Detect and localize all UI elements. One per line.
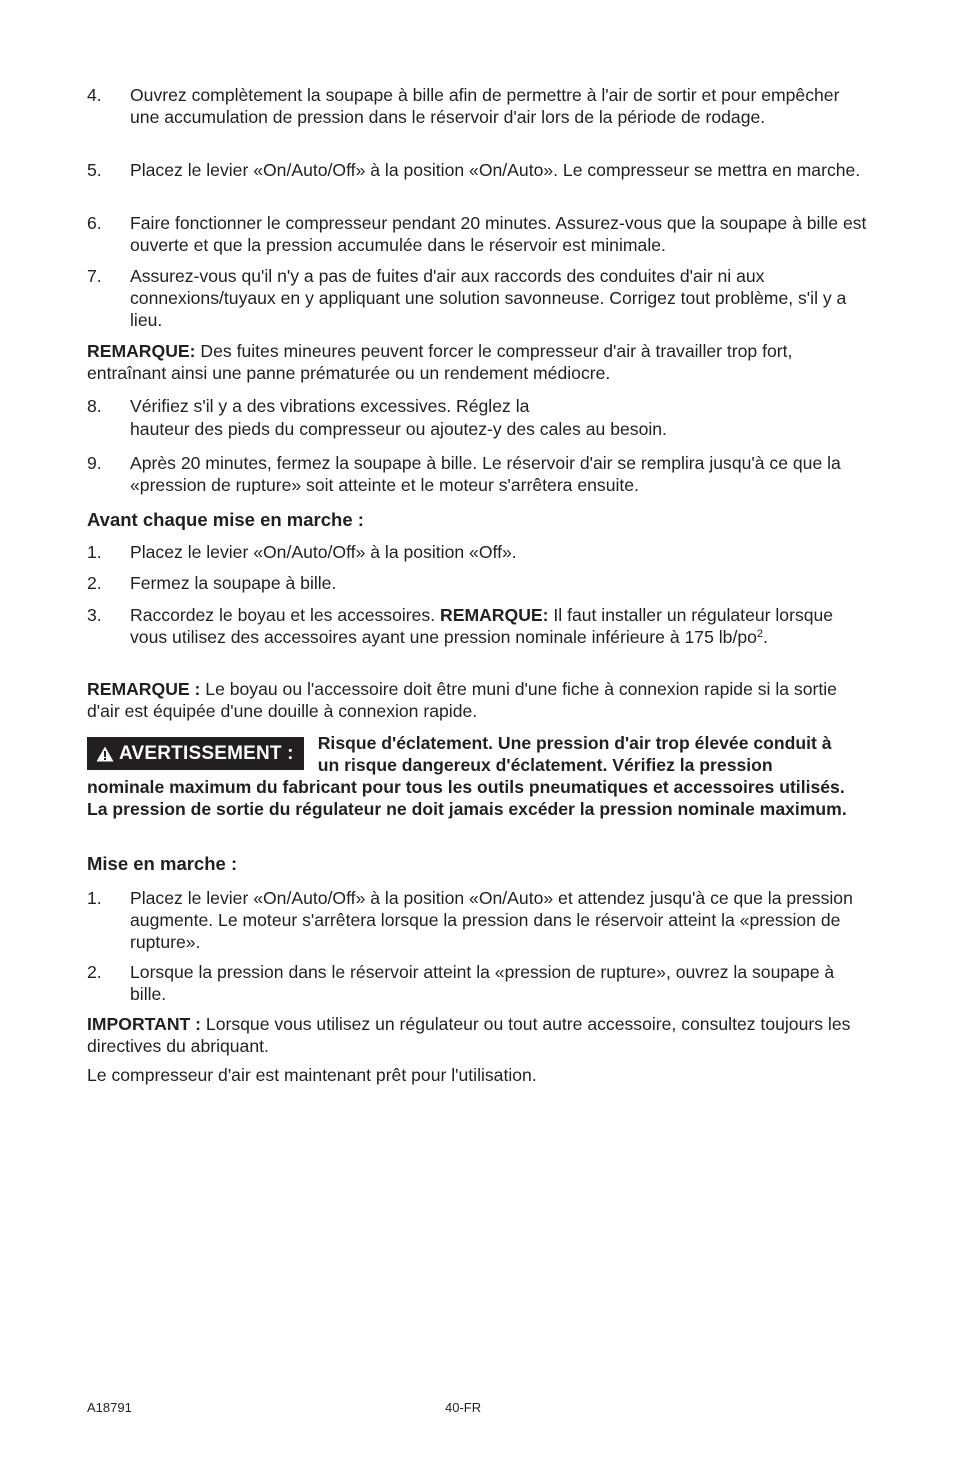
section-heading: Avant chaque mise en marche : — [87, 509, 364, 530]
list-item — [87, 212, 872, 256]
list-text-line: Vérifiez s'il y a des vibrations excessives. Réglez la — [130, 396, 530, 416]
list-text: Placez le levier «On/Auto/Off» à la position «Off». — [130, 542, 517, 562]
warning-badge-label: AVERTISSEMENT : — [119, 742, 294, 764]
warning-triangle-icon — [96, 746, 114, 762]
list-number: 1. — [87, 542, 102, 562]
list-item — [87, 159, 872, 181]
list-item — [87, 572, 872, 594]
document-code: A18791 — [87, 1400, 132, 1415]
remarque-text: Des fuites mineures peuvent forcer le compresseur d'air à travailler trop fort, entraînant ainsi une panne prématurée ou un rendement médiocre. — [87, 341, 793, 383]
list-text: Ouvrez complètement la soupape à bille afin de permettre à l'air de sortir et pour empêcher une accumulation de pression dans le réservoir d'air lors de la période de rodage. — [130, 85, 840, 127]
list-text: Fermez la soupape à bille. — [130, 573, 337, 593]
list-item — [87, 541, 872, 563]
list-text: Faire fonctionner le compresseur pendant 20 minutes. Assurez-vous que la soupape à bille est ouverte et que la pression accumulée dans le réservoir est minimale. — [130, 213, 867, 255]
page-number: 40-FR — [445, 1400, 482, 1415]
list-number: 2. — [87, 962, 102, 982]
superscript: 2 — [756, 628, 764, 640]
list-text: Placez le levier «On/Auto/Off» à la position «On/Auto». Le compresseur se mettra en marche. — [130, 160, 861, 180]
list-item — [87, 961, 872, 1005]
important-text: Lorsque vous utilisez un régulateur ou tout autre accessoire, consultez toujours les directives du abriquant. — [87, 1014, 851, 1056]
list-number: 2. — [87, 573, 102, 593]
closing-sentence: Le compresseur d'air est maintenant prêt pour l'utilisation. — [87, 1065, 537, 1085]
list-text — [130, 395, 872, 440]
list-number: 3. — [87, 605, 102, 625]
remarque-label: REMARQUE: — [87, 341, 196, 361]
list-item — [87, 265, 872, 331]
remarque-text: Le boyau ou l'accessoire doit être muni d'une fiche à connexion rapide si la sortie d'air est équipée d'une douille à connexion rapide. — [87, 679, 837, 721]
warning-badge — [87, 737, 304, 770]
list-number: 5. — [87, 160, 102, 180]
list-text-part: . — [763, 627, 768, 647]
list-number: 7. — [87, 266, 102, 286]
list-item — [87, 887, 872, 953]
list-number: 1. — [87, 888, 102, 908]
warning-text: Risque d'éclatement. Une pression d'air trop élevée conduit à un risque dangereux d'éclatement. Vérifiez la pression nominale maximum du fabricant pour tous les outils pneumatiques et accessoires utilisés. La pression de sortie du régulateur ne doit jamais excéder la pression nominale maximum. — [87, 733, 847, 819]
important-note — [87, 1013, 872, 1057]
list-item — [87, 395, 872, 440]
remarque-label: REMARQUE: — [440, 605, 549, 625]
warning-block — [87, 732, 847, 820]
list-text: Lorsque la pression dans le réservoir atteint la «pression de rupture», ouvrez la soupape à bille. — [130, 962, 835, 1004]
list-text-part: Il faut installer un régulateur lorsque vous utilisez des accessoires ayant une pression nominale inférieure à 175 lb/po — [130, 605, 834, 647]
list-text: Assurez-vous qu'il n'y a pas de fuites d'air aux raccords des conduites d'air ni aux connexions/tuyaux en y appliquant une solution savonneuse. Corrigez tout problème, s'il y a lieu. — [130, 266, 847, 330]
remarque-note — [87, 340, 872, 384]
list-item — [87, 84, 872, 128]
remarque-label: REMARQUE : — [87, 679, 201, 699]
section-heading: Mise en marche : — [87, 853, 238, 874]
list-item — [87, 452, 872, 496]
list-text: Après 20 minutes, fermez la soupape à bille. Le réservoir d'air se remplira jusqu'à ce que la «pression de rupture» soit atteinte et le moteur s'arrêtera ensuite. — [130, 453, 841, 495]
important-label: IMPORTANT : — [87, 1014, 202, 1034]
list-text — [130, 604, 872, 648]
list-number: 8. — [87, 396, 102, 416]
list-text-part: Raccordez le boyau et les accessoires. — [130, 605, 440, 625]
list-number: 9. — [87, 453, 102, 473]
list-text-line: hauteur des pieds du compresseur ou ajoutez-y des cales au besoin. — [130, 419, 667, 439]
list-text: Placez le levier «On/Auto/Off» à la position «On/Auto» et attendez jusqu'à ce que la pression augmente. Le moteur s'arrêtera lorsque la pression dans le réservoir atteint la «pression de rupture». — [130, 888, 853, 952]
list-number: 6. — [87, 213, 102, 233]
remarque-note — [87, 678, 872, 722]
list-item — [87, 604, 872, 648]
list-number: 4. — [87, 85, 102, 105]
